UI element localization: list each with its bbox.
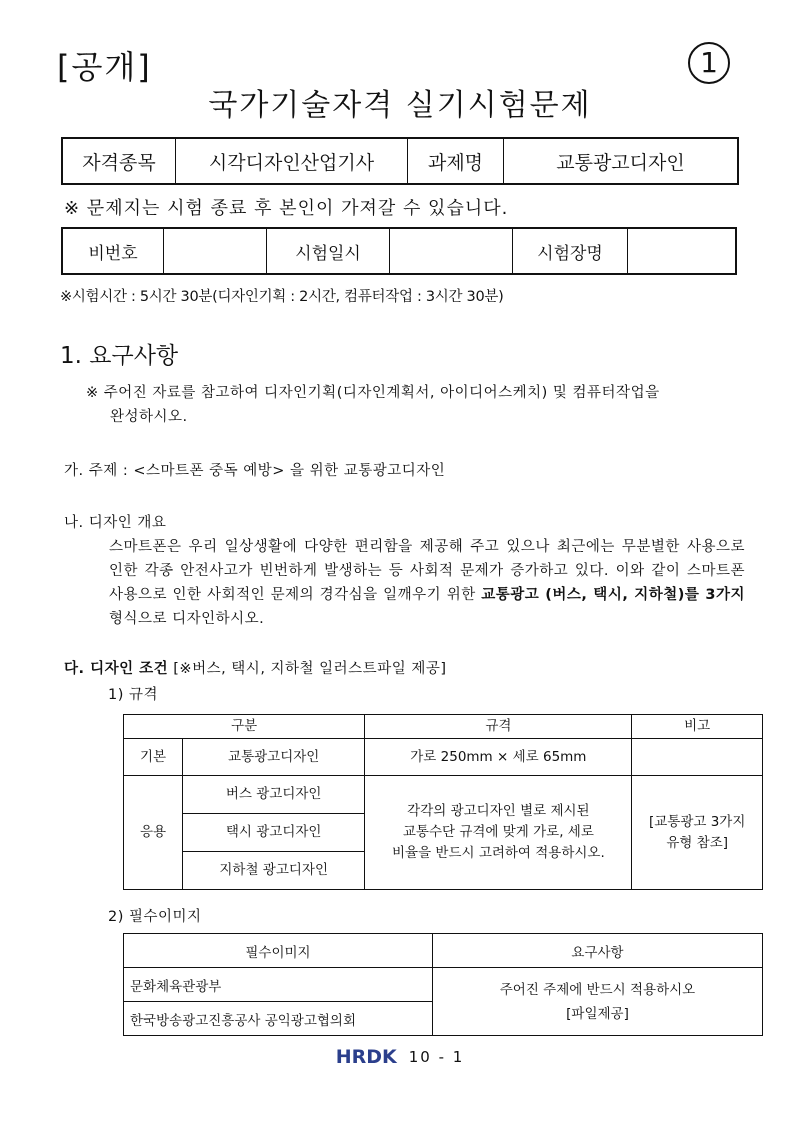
overview-text: 스마트폰은 우리 일상생활에 다양한 편리함을 제공해 주고 있으나 최근에는 무분별한 사용으로 인한 각종 안전사고가 빈번하게 발생하는 등 사회적 문제가 증가하고 있다. 이와 같이 스마트폰 사용으로 인한 사회적인 문제의 경각심을 일깨우기 위한 xyxy=(109,539,745,603)
spec-table xyxy=(123,714,763,890)
images-header: 필수이미지 xyxy=(124,934,433,968)
apply-note xyxy=(632,776,763,890)
footer-page: 10 - 1 xyxy=(408,1048,465,1066)
page-number: 1 xyxy=(700,46,718,79)
notice-text: ※ 문제지는 시험 종료 후 본인이 가져갈 수 있습니다. xyxy=(64,198,509,219)
requirement-note xyxy=(86,381,746,429)
spec-header: 규격 xyxy=(365,715,632,739)
requirement-text: 주어진 주제에 반드시 적용하시오 xyxy=(499,981,696,998)
footer xyxy=(0,1046,800,1068)
qualification-table xyxy=(61,137,739,185)
conditions-title: 다. 디자인 조건 xyxy=(64,661,169,677)
images-requirement xyxy=(433,968,763,1036)
requirement-line: ※ 주어진 자료를 참고하여 디자인기획(디자인계획서, 아이디어스케치) 및 컴퓨터작업을 xyxy=(86,385,660,401)
basic-size: 가로 250mm × 세로 65mm xyxy=(365,739,632,776)
apply-note-line: 유형 참조] xyxy=(666,834,729,851)
number-value[interactable] xyxy=(164,228,267,274)
basic-note xyxy=(632,739,763,776)
overview-body xyxy=(109,535,745,631)
apply-spec xyxy=(365,776,632,890)
spec-header: 구분 xyxy=(124,715,365,739)
apply-item: 택시 광고디자인 xyxy=(183,814,365,852)
task-label: 과제명 xyxy=(408,138,504,184)
requirement-file-note: [파일제공] xyxy=(566,1005,629,1022)
requirement-line: 완성하시오. xyxy=(110,409,188,425)
page-title: 국가기술자격 실기시험문제 xyxy=(208,88,592,123)
date-value[interactable] xyxy=(390,228,513,274)
images-header: 요구사항 xyxy=(433,934,763,968)
date-label: 시험일시 xyxy=(267,228,390,274)
section-heading: 1. 요구사항 xyxy=(60,343,179,369)
hrdk-logo: HRDK xyxy=(335,1046,397,1068)
apply-item: 지하철 광고디자인 xyxy=(183,852,365,890)
field-label: 자격종목 xyxy=(62,138,176,184)
number-label: 비번호 xyxy=(62,228,164,274)
topic: 가. 주제 : <스마트폰 중독 예방> 을 위한 교통광고디자인 xyxy=(64,463,446,479)
apply-spec-line: 비율을 반드시 고려하여 적용하시오. xyxy=(391,845,605,861)
images-table xyxy=(123,933,763,1036)
page-number-circle xyxy=(688,42,730,84)
conditions-heading xyxy=(64,657,447,681)
field-value: 시각디자인산업기사 xyxy=(176,138,408,184)
images-title: 2) 필수이미지 xyxy=(108,909,202,925)
overview-emphasis: 교통광고 (버스, 택시, 지하철)를 3가지 xyxy=(481,587,745,603)
overview-heading: 나. 디자인 개요 xyxy=(64,515,167,531)
apply-note-line: [교통광고 3가지 xyxy=(648,813,746,830)
exam-info-table xyxy=(61,227,737,275)
basic-label: 기본 xyxy=(124,739,183,776)
room-label: 시험장명 xyxy=(513,228,628,274)
overview-text: 형식으로 디자인하시오. xyxy=(109,611,265,627)
conditions-note: [※버스, 택시, 지하철 일러스트파일 제공] xyxy=(168,661,447,677)
apply-spec-line: 교통수단 규격에 맞게 가로, 세로 xyxy=(402,824,594,840)
apply-item: 버스 광고디자인 xyxy=(183,776,365,814)
apply-spec-line: 각각의 광고디자인 별로 제시된 xyxy=(407,803,590,819)
room-value[interactable] xyxy=(628,228,737,274)
task-value: 교통광고디자인 xyxy=(504,138,739,184)
spec-title: 1) 규격 xyxy=(108,687,159,703)
image-row: 문화체육관광부 xyxy=(124,968,433,1002)
public-badge: [공개] xyxy=(57,48,152,86)
exam-time: ※시험시간 : 5시간 30분(디자인기획 : 2시간, 컴퓨터작업 : 3시간 30분) xyxy=(60,289,504,305)
image-row: 한국방송광고진흥공사 공익광고협의회 xyxy=(124,1002,433,1036)
apply-label: 응용 xyxy=(124,776,183,890)
basic-item: 교통광고디자인 xyxy=(183,739,365,776)
spec-header: 비고 xyxy=(632,715,763,739)
